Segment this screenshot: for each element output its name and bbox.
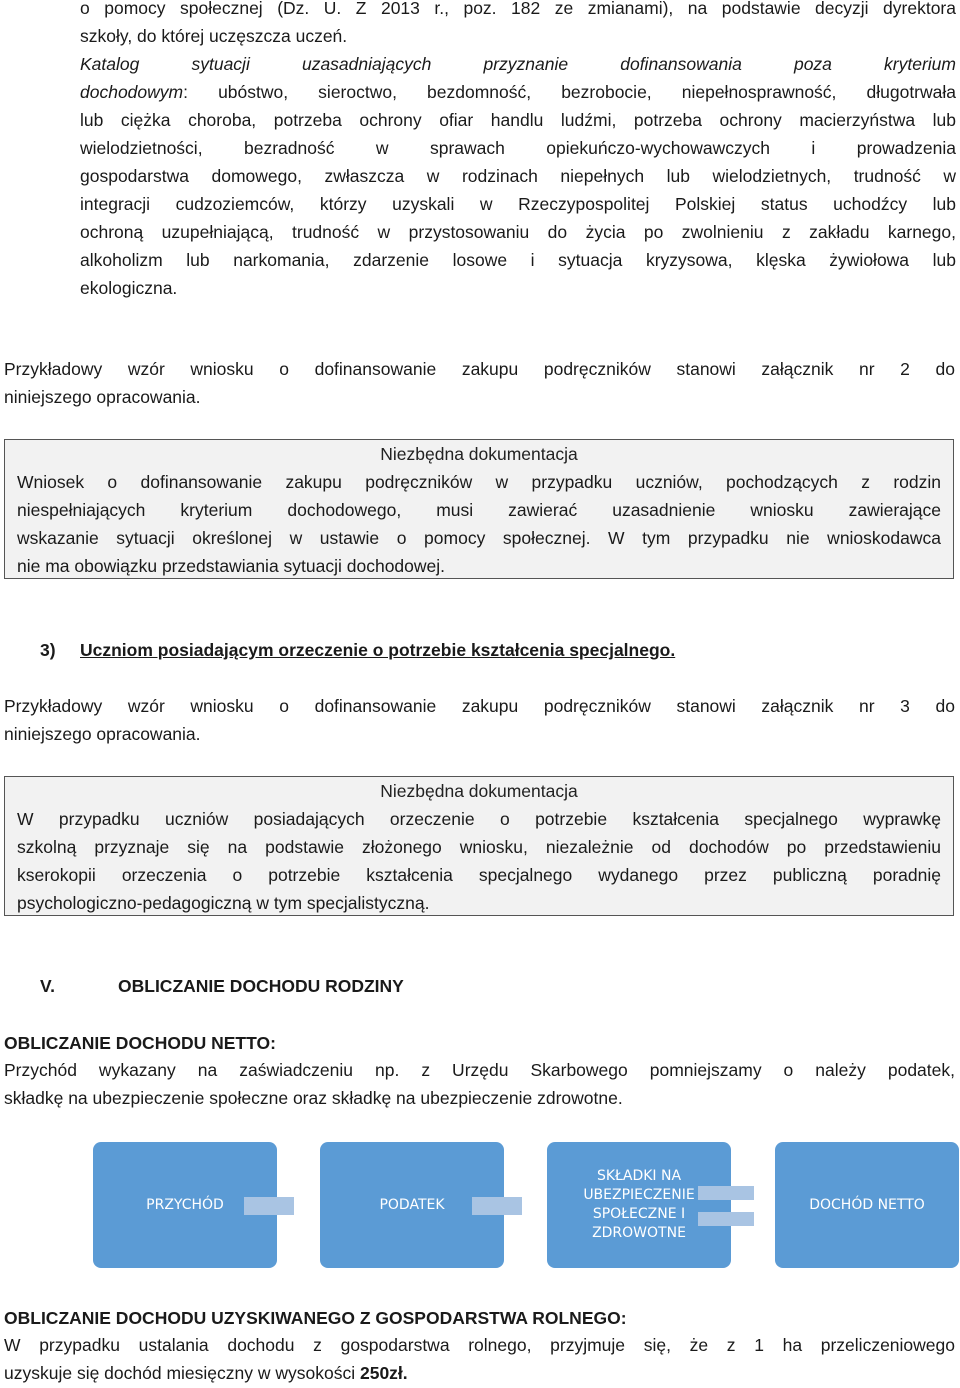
documentation-body <box>5 805 953 917</box>
catalog-line: alkoholizm lub narkomania, zdarzenie losowe i sytuacja kryzysowa, klęska żywiołowa lub <box>80 250 956 270</box>
intro-paragraph <box>80 0 956 302</box>
documentation-box-1 <box>4 439 954 579</box>
attachment-2-paragraph <box>4 355 955 411</box>
documentation-title: Niezbędna dokumentacja <box>380 444 578 464</box>
flow-box-skladki <box>547 1142 731 1268</box>
documentation-title: Niezbędna dokumentacja <box>380 781 578 801</box>
equals-operator-top <box>698 1186 754 1200</box>
flow-box-przychod: PRZYCHÓD <box>93 1142 277 1268</box>
chapter-number: V. <box>40 976 55 996</box>
box-line: wskazanie sytuacji określonej w ustawie o pomocy społecznej. W tym przypadku nie wnioskodawca <box>17 528 941 548</box>
paragraph-line: uzyskuje się dochód miesięczny w wysokości 250zł. <box>4 1363 408 1383</box>
paragraph-line: niniejszego opracowania. <box>4 724 201 744</box>
box-line: W przypadku uczniów posiadających orzeczenie o potrzebie kształcenia specjalnego wyprawkę <box>17 809 941 829</box>
paragraph-line: Przychód wykazany na zaświadczeniu np. z Urzędu Skarbowego pomniejszamy o należy podatek, <box>4 1060 955 1080</box>
minus-operator <box>472 1197 522 1215</box>
chapter-title: OBLICZANIE DOCHODU RODZINY <box>118 976 404 996</box>
catalog-label-2: dochodowym <box>80 82 184 102</box>
section-3-title: Uczniom posiadającym orzeczenie o potrzebie kształcenia specjalnego. <box>80 640 676 660</box>
flow-box-dochod-netto: DOCHÓD NETTO <box>775 1142 959 1268</box>
intro-line: o pomocy społecznej (Dz. U. Z 2013 r., poz. 182 ze zmianami), na podstawie decyzji dyrektora <box>80 0 956 18</box>
netto-paragraph <box>4 1056 955 1112</box>
flow-box-podatek: PODATEK <box>320 1142 504 1268</box>
documentation-body <box>5 468 953 580</box>
attachment-3-paragraph <box>4 692 955 748</box>
box-line: Wniosek o dofinansowanie zakupu podręczników w przypadku uczniów, pochodzących z rodzin <box>17 472 941 492</box>
box-line: nie ma obowiązku przedstawiania sytuacji dochodowej. <box>17 556 446 576</box>
catalog-line: dochodowym: ubóstwo, sieroctwo, bezdomność, bezrobocie, niepełnosprawność, długotrwała <box>80 82 956 102</box>
minus-operator <box>244 1197 294 1215</box>
box-line: psychologiczno-pedagogiczną w tym specjalistyczną. <box>17 893 430 913</box>
paragraph-line: Przykładowy wzór wniosku o dofinansowanie zakupu podręczników stanowi załącznik nr 3 do <box>4 696 955 716</box>
catalog-line: ochroną uzupełniającą, trudność w przystosowaniu do życia po zwolnieniu z zakładu karnego, <box>80 222 956 242</box>
paragraph-line: składkę na ubezpieczenie społeczne oraz składkę na ubezpieczenie zdrowotne. <box>4 1088 623 1108</box>
catalog-line: ekologiczna. <box>80 278 178 298</box>
box-line: szkolną przyznaje się na podstawie złożonego wniosku, niezależnie od dochodów po przedstawieniu <box>17 837 941 857</box>
intro-line: szkoły, do której uczęszcza uczeń. <box>80 26 348 46</box>
section-3-number: 3) <box>40 640 56 660</box>
paragraph-line: W przypadku ustalania dochodu z gospodarstwa rolnego, przyjmuje się, że z 1 ha przeliczeniowego <box>4 1335 955 1355</box>
catalog-label: Katalog sytuacji uzasadniających przyznanie dofinansowania poza kryterium <box>80 54 956 74</box>
paragraph-line: Przykładowy wzór wniosku o dofinansowanie zakupu podręczników stanowi załącznik nr 2 do <box>4 359 955 379</box>
flow-box-skladki-text: SKŁADKI NA UBEZPIECZENIE SPOŁECZNE I ZDROWOTNE <box>583 1168 695 1241</box>
catalog-heading <box>80 50 956 78</box>
catalog-line: integracji cudzoziemców, którzy uzyskali w Rzeczypospolitej Polskiej status uchodźcy lub <box>80 194 956 214</box>
paragraph-line: niniejszego opracowania. <box>4 387 201 407</box>
amount-value: 250zł. <box>359 1363 408 1383</box>
box-line: niespełniających kryterium dochodowego, musi zawierać uzasadnienie wniosku zawierające <box>17 500 941 520</box>
catalog-line: wielodzietności, bezradność w sprawach opiekuńczo-wychowawczych i prowadzenia <box>80 138 956 158</box>
catalog-line: gospodarstwa domowego, zwłaszcza w rodzinach niepełnych lub wielodzietnych, trudność w <box>80 166 956 186</box>
rolne-paragraph <box>4 1331 955 1387</box>
equals-operator-bottom <box>698 1212 754 1226</box>
netto-title: OBLICZANIE DOCHODU NETTO: <box>4 1033 276 1053</box>
catalog-line: lub ciężka choroba, potrzeba ochrony ofiar handlu ludźmi, potrzeba ochrony macierzyństwa lub <box>80 110 956 130</box>
rolne-title: OBLICZANIE DOCHODU UZYSKIWANEGO Z GOSPODARSTWA ROLNEGO: <box>4 1308 627 1328</box>
box-line: kserokopii orzeczenia o potrzebie kształcenia specjalnego wydanego przez publiczną poradnię <box>17 865 941 885</box>
documentation-box-2 <box>4 776 954 916</box>
